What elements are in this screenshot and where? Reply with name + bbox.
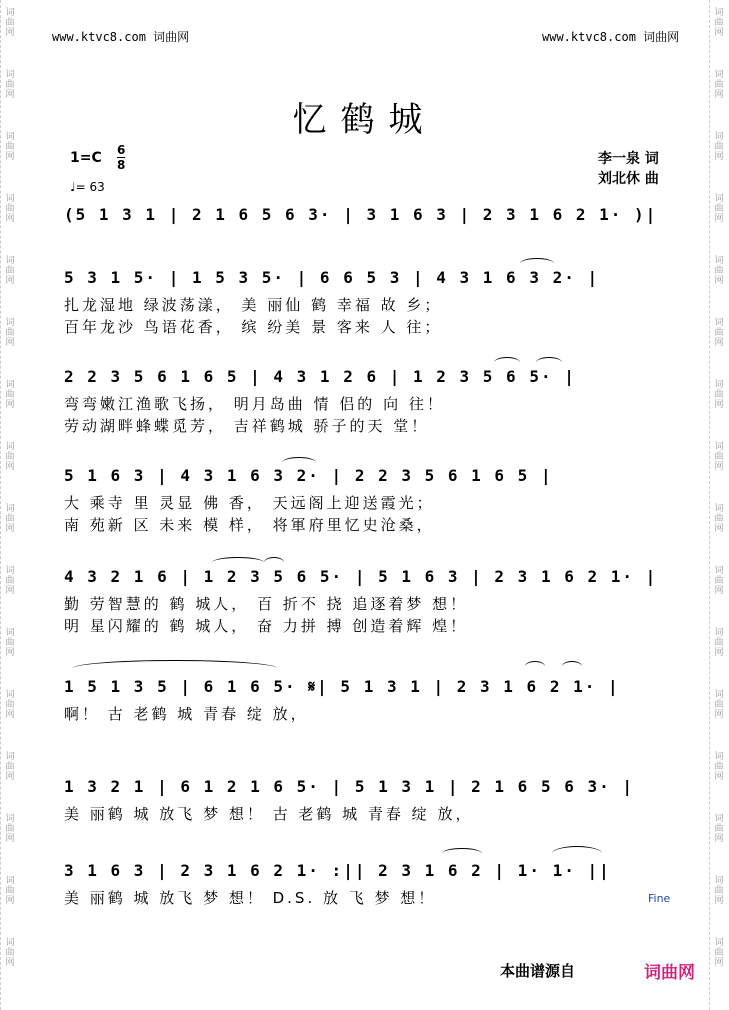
margin-watermark: 词 曲 网 <box>714 628 724 658</box>
margin-watermark: 词 曲 网 <box>5 628 15 658</box>
lyric-line-2a: 扎龙湿地 绿波荡漾， 美 丽仙 鹤 幸福 故 乡； <box>64 296 443 314</box>
lyric-line-4b: 南 苑新 区 未来 模 样， 将軍府里忆史沧桑， <box>64 516 435 534</box>
notation-line-7: 1 3 2 1 | 6 1 2 1 6 5· | 5 1 3 1 | 2 1 6 5 6 3· | <box>64 777 635 796</box>
phrase-slur <box>72 660 278 677</box>
slur-mark <box>525 661 545 672</box>
margin-watermark: 词 曲 网 <box>714 814 724 844</box>
lyric-line-3b: 劳动湖畔蜂蝶觅芳， 吉祥鹤城 骄子的天 堂！ <box>64 417 430 435</box>
source-label: 本曲谱源自 <box>500 962 576 980</box>
lyric-line-3a: 弯弯嫩江渔歌飞扬， 明月岛曲 情 侣的 向 往！ <box>64 395 445 413</box>
margin-watermark: 词 曲 网 <box>5 442 15 472</box>
margin-watermark: 词 曲 网 <box>5 132 15 162</box>
margin-watermark: 词 曲 网 <box>5 318 15 348</box>
margin-watermark: 词 曲 网 <box>714 318 724 348</box>
margin-watermark: 词 曲 网 <box>5 380 15 410</box>
notation-line-1: (5 1 3 1 | 2 1 6 5 6 3· | 3 1 6 3 | 2 3 1 6 2 1· )| <box>64 205 658 224</box>
margin-watermark: 词 曲 网 <box>714 876 724 906</box>
time-signature-top: 6 <box>117 143 126 157</box>
composer-credit: 刘北休 曲 <box>598 171 659 187</box>
margin-watermark: 词 曲 网 <box>714 132 724 162</box>
slur-mark <box>552 846 602 861</box>
margin-watermark: 词 曲 网 <box>5 938 15 968</box>
lyricist-credit: 李一泉 词 <box>598 151 659 167</box>
margin-watermark: 词 曲 网 <box>714 566 724 596</box>
slur-mark <box>442 848 482 859</box>
site-url-left[interactable]: www.ktvc8.com 词曲网 <box>52 30 190 44</box>
margin-watermark: 词 曲 网 <box>714 938 724 968</box>
lyric-line-5b: 明 星闪耀的 鹤 城人， 奋 力拼 搏 创造着辉 煌！ <box>64 617 469 635</box>
notation-line-3: 2 2 3 5 6 1 6 5 | 4 3 1 2 6 | 1 2 3 5 6 5· | <box>64 367 576 386</box>
lyric-line-7a: 美 丽鹤 城 放飞 梦 想！ 古 老鹤 城 青春 绽 放， <box>64 805 474 823</box>
margin-watermark: 词 曲 网 <box>5 194 15 224</box>
slur-mark <box>562 661 582 672</box>
notation-line-5: 4 3 2 1 6 | 1 2 3 5 6 5· | 5 1 6 3 | 2 3 1 6 2 1· | <box>64 567 658 586</box>
time-signature <box>117 144 125 171</box>
margin-watermark: 词 曲 网 <box>5 70 15 100</box>
margin-watermark: 词 曲 网 <box>714 194 724 224</box>
margin-watermark: 词 曲 网 <box>5 566 15 596</box>
margin-watermark: 词 曲 网 <box>714 380 724 410</box>
margin-watermark: 词 曲 网 <box>714 442 724 472</box>
key-signature: 1=C <box>70 150 102 166</box>
margin-watermark: 词 曲 网 <box>5 814 15 844</box>
notation-line-6: 1 5 1 3 5 | 6 1 6 5· 𝄋| 5 1 3 1 | 2 3 1 6 2 1· | <box>64 677 620 696</box>
margin-watermark: 词 曲 网 <box>714 504 724 534</box>
notation-line-8: 3 1 6 3 | 2 3 1 6 2 1· :|| 2 3 1 6 2 | 1· 1· || <box>64 861 611 880</box>
fine-marking: Fine <box>648 892 671 905</box>
lyric-line-2b: 百年龙沙 鸟语花香， 缤 纷美 景 客来 人 往； <box>64 318 443 336</box>
lyric-line-6a: 啊！ 古 老鹤 城 青春 绽 放， <box>64 705 309 723</box>
margin-watermark: 词 曲 网 <box>5 8 15 38</box>
margin-watermark: 词 曲 网 <box>714 70 724 100</box>
margin-watermark: 词 曲 网 <box>714 8 724 38</box>
lyric-line-5a: 勤 劳智慧的 鹤 城人， 百 折不 挠 追逐着梦 想！ <box>64 595 469 613</box>
tempo-marking: ♩= 63 <box>70 180 105 194</box>
margin-watermark: 词 曲 网 <box>5 876 15 906</box>
notation-line-4: 5 1 6 3 | 4 3 1 6 3 2· | 2 2 3 5 6 1 6 5 | <box>64 466 553 485</box>
margin-watermark: 词 曲 网 <box>5 504 15 534</box>
margin-watermark: 词 曲 网 <box>5 752 15 782</box>
margin-watermark: 词 曲 网 <box>714 752 724 782</box>
margin-watermark: 词 曲 网 <box>5 690 15 720</box>
song-title: 忆鹤城 <box>292 100 437 140</box>
time-signature-bottom: 8 <box>117 158 126 172</box>
margin-watermark: 词 曲 网 <box>5 256 15 286</box>
lyric-line-4a: 大 乘寺 里 灵显 佛 香， 天远阁上迎送霞光； <box>64 494 435 512</box>
brand-logo-text[interactable]: 词曲网 <box>644 963 695 983</box>
margin-watermark: 词 曲 网 <box>714 256 724 286</box>
notation-line-2: 5 3 1 5· | 1 5 3 5· | 6 6 5 3 | 4 3 1 6 3 2· | <box>64 268 600 287</box>
lyric-line-8a: 美 丽鹤 城 放飞 梦 想！ D.S. 放 飞 梦 想！ <box>64 889 437 907</box>
margin-watermark: 词 曲 网 <box>714 690 724 720</box>
site-url-right[interactable]: www.ktvc8.com 词曲网 <box>542 30 680 44</box>
